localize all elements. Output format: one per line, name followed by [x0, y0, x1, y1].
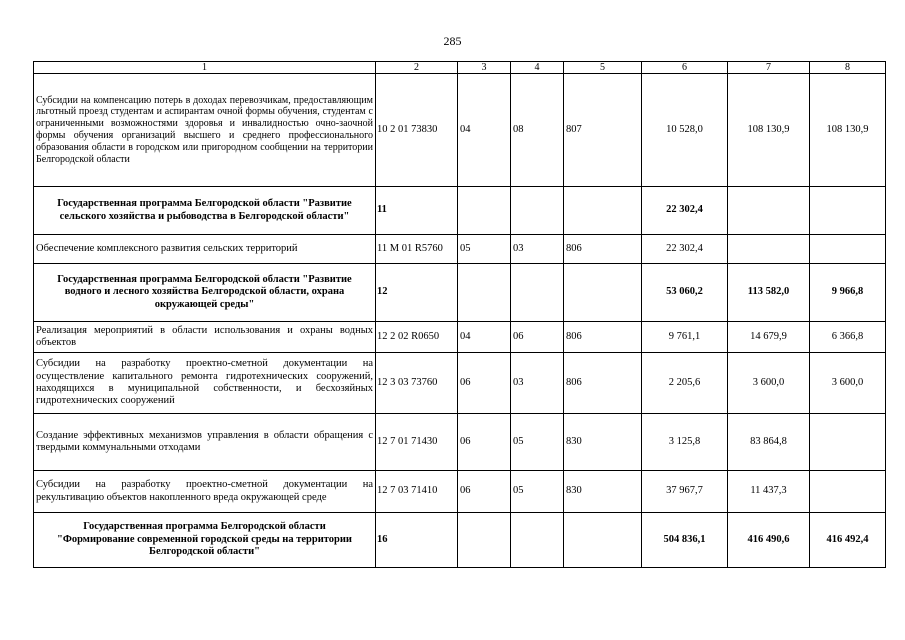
col-header-8: 8	[810, 62, 886, 74]
col-header-1: 1	[34, 62, 376, 74]
row-c7: 113 582,0	[728, 264, 810, 322]
row-c6: 10 528,0	[642, 74, 728, 187]
table-row	[34, 264, 886, 322]
row-c8: 416 492,4	[810, 513, 886, 568]
row-c8: 9 966,8	[810, 264, 886, 322]
row-c5: 830	[564, 414, 642, 471]
row-c4: 08	[511, 74, 564, 187]
row-c3	[458, 513, 511, 568]
row-c5: 806	[564, 322, 642, 353]
row-c7: 108 130,9	[728, 74, 810, 187]
row-c8: 6 366,8	[810, 322, 886, 353]
row-c7: 83 864,8	[728, 414, 810, 471]
table-row	[34, 471, 886, 513]
col-header-5: 5	[564, 62, 642, 74]
row-c4: 06	[511, 322, 564, 353]
row-name: Субсидии на разработку проектно-сметной документации на осуществление капитального ремонта гидротехнических сооружений, находящихся в муниципальной собственности, и бесхозяйных гидротехнических сооружений	[34, 353, 376, 414]
row-c6: 504 836,1	[642, 513, 728, 568]
row-c8	[810, 414, 886, 471]
row-c5: 807	[564, 74, 642, 187]
row-code: 10 2 01 73830	[376, 74, 458, 187]
row-c6: 53 060,2	[642, 264, 728, 322]
row-name: Государственная программа Белгородской области "Формирование современной городской среды на территории Белгородской области"	[34, 513, 376, 568]
row-name: Создание эффективных механизмов управления в области обращения с твердыми коммунальными отходами	[34, 414, 376, 471]
table-row	[34, 353, 886, 414]
row-c7	[728, 235, 810, 264]
row-c8	[810, 187, 886, 235]
row-c4: 05	[511, 414, 564, 471]
row-name: Реализация мероприятий в области использования и охраны водных объектов	[34, 322, 376, 353]
row-c3	[458, 264, 511, 322]
table-row	[34, 513, 886, 568]
row-c4	[511, 264, 564, 322]
row-c8	[810, 471, 886, 513]
row-c4: 03	[511, 235, 564, 264]
row-c5	[564, 264, 642, 322]
row-code: 11 М 01 R5760	[376, 235, 458, 264]
row-c5	[564, 187, 642, 235]
col-header-7: 7	[728, 62, 810, 74]
row-c8	[810, 235, 886, 264]
row-code: 12 7 01 71430	[376, 414, 458, 471]
row-c7	[728, 187, 810, 235]
table-row	[34, 322, 886, 353]
col-header-3: 3	[458, 62, 511, 74]
row-name: Государственная программа Белгородской области "Развитие сельского хозяйства и рыбоводства в Белгородской области"	[34, 187, 376, 235]
row-code: 12	[376, 264, 458, 322]
table-row	[34, 74, 886, 187]
row-name: Субсидии на разработку проектно-сметной документации на рекультивацию объектов накопленного вреда окружающей среде	[34, 471, 376, 513]
row-c6: 22 302,4	[642, 187, 728, 235]
row-c8: 108 130,9	[810, 74, 886, 187]
col-header-2: 2	[376, 62, 458, 74]
row-name: Обеспечение комплексного развития сельских территорий	[34, 235, 376, 264]
row-c3	[458, 187, 511, 235]
row-c6: 37 967,7	[642, 471, 728, 513]
row-c8: 3 600,0	[810, 353, 886, 414]
row-c7: 14 679,9	[728, 322, 810, 353]
row-c3: 06	[458, 471, 511, 513]
row-name: Государственная программа Белгородской области "Развитие водного и лесного хозяйства Белгородской области, охрана окружающей среды"	[34, 264, 376, 322]
row-c4: 03	[511, 353, 564, 414]
row-c7: 416 490,6	[728, 513, 810, 568]
page-number: 285	[443, 34, 462, 48]
col-header-4: 4	[511, 62, 564, 74]
row-code: 12 3 03 73760	[376, 353, 458, 414]
row-c4	[511, 513, 564, 568]
row-c5: 830	[564, 471, 642, 513]
row-c3: 05	[458, 235, 511, 264]
table-row	[34, 414, 886, 471]
budget-table	[33, 61, 886, 568]
row-code: 11	[376, 187, 458, 235]
row-c3: 06	[458, 414, 511, 471]
row-c4	[511, 187, 564, 235]
row-c3: 04	[458, 322, 511, 353]
row-c6: 9 761,1	[642, 322, 728, 353]
row-c6: 3 125,8	[642, 414, 728, 471]
row-c3: 04	[458, 74, 511, 187]
row-c7: 11 437,3	[728, 471, 810, 513]
row-c5	[564, 513, 642, 568]
row-c3: 06	[458, 353, 511, 414]
row-c6: 22 302,4	[642, 235, 728, 264]
row-code: 12 7 03 71410	[376, 471, 458, 513]
header-row	[34, 62, 886, 74]
col-header-6: 6	[642, 62, 728, 74]
row-c5: 806	[564, 353, 642, 414]
row-c6: 2 205,6	[642, 353, 728, 414]
row-c7: 3 600,0	[728, 353, 810, 414]
row-code: 16	[376, 513, 458, 568]
row-c4: 05	[511, 471, 564, 513]
row-c5: 806	[564, 235, 642, 264]
table-row	[34, 235, 886, 264]
row-code: 12 2 02 R0650	[376, 322, 458, 353]
row-name: Субсидии на компенсацию потерь в доходах перевозчикам, предоставляющим льготный проезд студентам и аспирантам очной формы обучения, студентам с ограниченными возможностями здоровья и инвалидностью очно-заочной формы обучения организаций высшего и среднего профессионального образования области в городском или пригородном сообщении на территории Белгородской области	[34, 74, 376, 187]
table-row	[34, 187, 886, 235]
